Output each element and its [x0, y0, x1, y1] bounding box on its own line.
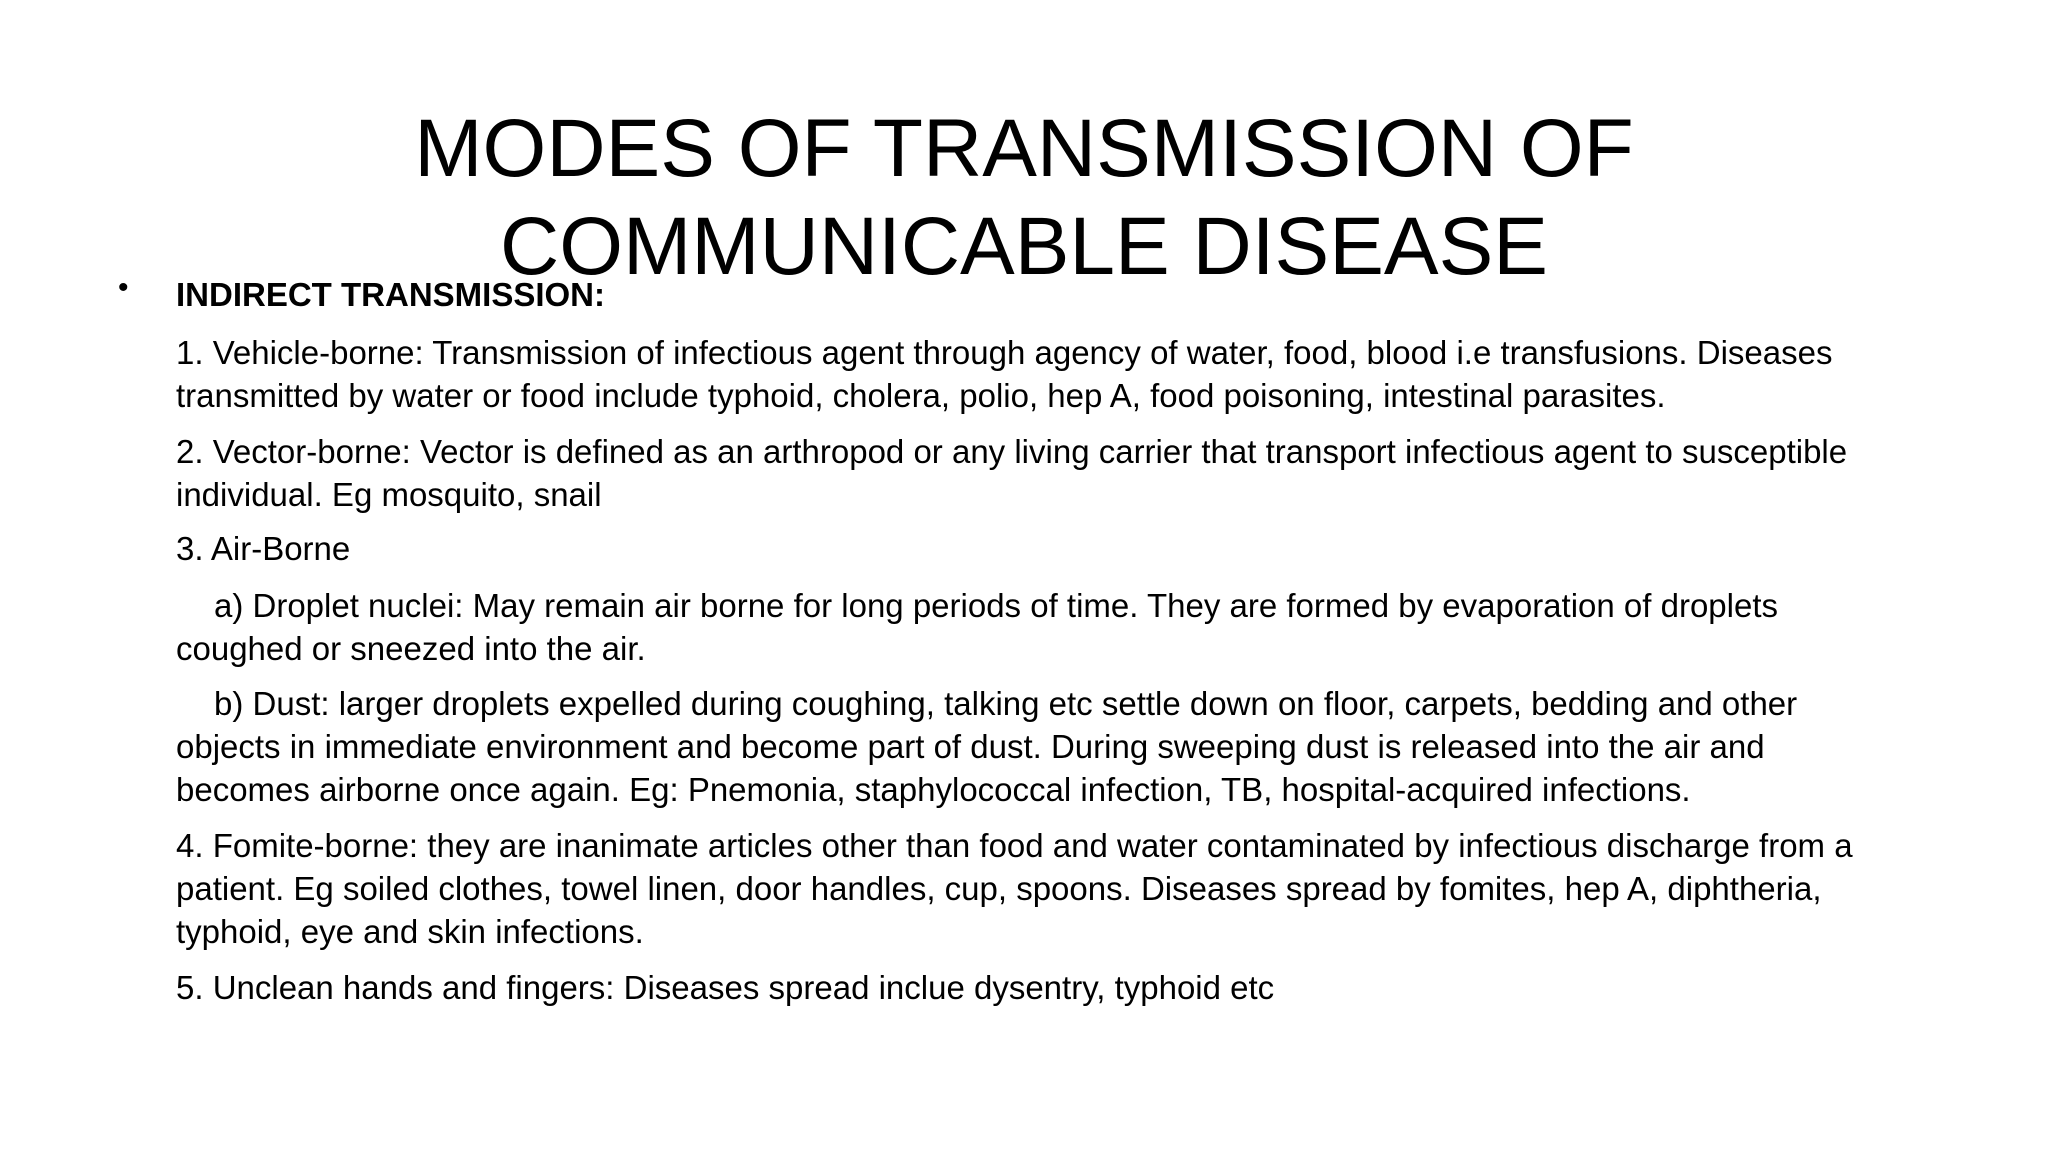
section-heading: INDIRECT TRANSMISSION:: [176, 276, 605, 313]
bullet-icon: •: [118, 271, 129, 304]
list-item-line: patient. Eg soiled clothes, towel linen, door handles, cup, spoons. Diseases spread by fomites, hep A, diphtheria,: [176, 870, 1822, 907]
slide-title-line-1: MODES OF TRANSMISSION OF: [414, 103, 1634, 194]
list-item-line: 5. Unclean hands and fingers: Diseases spread inclue dysentry, typhoid etc: [176, 969, 1275, 1006]
slide-title-line-2: COMMUNICABLE DISEASE: [500, 201, 1548, 292]
list-item-line: 3. Air-Borne: [176, 530, 351, 567]
list-item-vector-borne: [176, 430, 1976, 516]
list-item-line: objects in immediate environment and become part of dust. During sweeping dust is released into the air and: [176, 728, 1765, 765]
list-item-line: typhoid, eye and skin infections.: [176, 913, 644, 950]
list-item-dust: [176, 682, 1976, 811]
list-item-unclean-hands: [176, 966, 1976, 1009]
list-item-line: individual. Eg mosquito, snail: [176, 476, 602, 513]
list-item-droplet-nuclei: [176, 584, 1976, 670]
list-item-line: coughed or sneezed into the air.: [176, 630, 646, 667]
list-item-line: 2. Vector-borne: Vector is defined as an arthropod or any living carrier that transport infectious agent to susceptible: [176, 433, 1848, 470]
list-item-line: b) Dust: larger droplets expelled during coughing, talking etc settle down on floor, carpets, bedding and other: [214, 685, 1798, 722]
list-item-air-borne: [176, 527, 1976, 570]
list-item-fomite-borne: [176, 824, 1976, 953]
list-item-line: a) Droplet nuclei: May remain air borne for long periods of time. They are formed by evaporation of droplets: [214, 587, 1779, 624]
list-item-line: transmitted by water or food include typhoid, cholera, polio, hep A, food poisoning, intestinal parasites.: [176, 377, 1666, 414]
list-item-vehicle-borne: [176, 331, 1976, 417]
list-item-line: becomes airborne once again. Eg: Pnemonia, staphylococcal infection, TB, hospital-acquired infections.: [176, 771, 1691, 808]
list-item-line: 4. Fomite-borne: they are inanimate articles other than food and water contaminated by infectious discharge from a: [176, 827, 1853, 864]
list-item-line: 1. Vehicle-borne: Transmission of infectious agent through agency of water, food, blood i.e transfusions. Diseases: [176, 334, 1833, 371]
slide-title: [0, 100, 2048, 296]
